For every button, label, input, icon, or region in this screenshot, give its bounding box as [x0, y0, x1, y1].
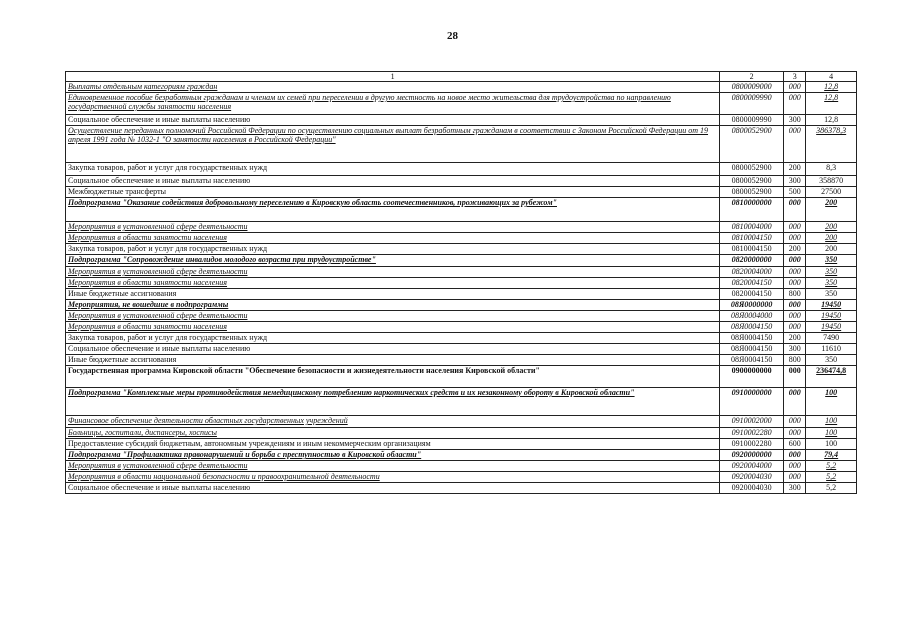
row-amount-cell: 350: [806, 289, 857, 300]
row-code-cell: 0800009000: [720, 82, 784, 93]
table-row: [66, 222, 857, 233]
row-expense-type-cell: 000: [784, 255, 806, 267]
row-expense-type-cell: 500: [784, 187, 806, 198]
row-expense-type-cell: 000: [784, 461, 806, 472]
row-expense-type-cell: 300: [784, 176, 806, 187]
row-amount-cell: 7490: [806, 333, 857, 344]
row-code-cell: 0910000000: [720, 388, 784, 416]
row-amount-cell: 19450: [806, 300, 857, 311]
row-code-cell: 08Я0004150: [720, 333, 784, 344]
table-row: [66, 311, 857, 322]
row-name-cell: Мероприятия в области занятости населения: [66, 233, 720, 244]
table-row: [66, 198, 857, 222]
table-row: [66, 267, 857, 278]
row-code-cell: 08Я0004000: [720, 311, 784, 322]
row-amount-cell: 350: [806, 278, 857, 289]
row-expense-type-cell: 000: [784, 198, 806, 222]
row-expense-type-cell: 000: [784, 267, 806, 278]
row-code-cell: 0910002280: [720, 428, 784, 439]
table-row: [66, 115, 857, 126]
row-amount-cell: 100: [806, 439, 857, 450]
row-expense-type-cell: 200: [784, 333, 806, 344]
row-code-cell: 0910002000: [720, 416, 784, 428]
row-code-cell: 0800009990: [720, 93, 784, 115]
row-expense-type-cell: 000: [784, 311, 806, 322]
row-expense-type-cell: 000: [784, 450, 806, 461]
header-col-3: 3: [784, 72, 806, 82]
table-row: [66, 450, 857, 461]
row-expense-type-cell: 800: [784, 355, 806, 366]
row-name-cell: Подпрограмма "Сопровождение инвалидов молодого возраста при трудоустройстве": [66, 255, 720, 267]
table-row: [66, 333, 857, 344]
row-amount-cell: 350: [806, 255, 857, 267]
row-name-cell: Мероприятия в установленной сфере деятельности: [66, 311, 720, 322]
row-name-cell: Мероприятия в области национальной безопасности и правоохранительной деятельности: [66, 472, 720, 483]
row-code-cell: 08Я0004150: [720, 344, 784, 355]
row-code-cell: 0820004150: [720, 278, 784, 289]
row-name-cell: Мероприятия в области занятости населения: [66, 322, 720, 333]
table-row: [66, 233, 857, 244]
row-amount-cell: 236474,8: [806, 366, 857, 388]
row-expense-type-cell: 000: [784, 416, 806, 428]
row-amount-cell: 27500: [806, 187, 857, 198]
row-code-cell: 0800009990: [720, 115, 784, 126]
table-row: [66, 472, 857, 483]
row-code-cell: 0800052900: [720, 126, 784, 163]
table-row: [66, 322, 857, 333]
row-expense-type-cell: 000: [784, 366, 806, 388]
row-code-cell: 0810004150: [720, 244, 784, 255]
row-name-cell: Подпрограмма "Профилактика правонарушений и борьба с преступностью в Кировской области": [66, 450, 720, 461]
row-expense-type-cell: 300: [784, 483, 806, 494]
table-row: [66, 300, 857, 311]
row-expense-type-cell: 000: [784, 233, 806, 244]
row-amount-cell: 100: [806, 416, 857, 428]
table-row: [66, 388, 857, 416]
row-amount-cell: 12,8: [806, 115, 857, 126]
row-code-cell: 08Я0004150: [720, 355, 784, 366]
table-row: [66, 278, 857, 289]
row-amount-cell: 350: [806, 355, 857, 366]
table-row: [66, 82, 857, 93]
row-code-cell: 0800052900: [720, 163, 784, 176]
row-expense-type-cell: 000: [784, 222, 806, 233]
row-code-cell: 0810004000: [720, 222, 784, 233]
row-name-cell: Осуществление переданных полномочий Российской Федерации по осуществлению социальных выплат безработным гражданам в соответствии с Законом Российской Федерации от 19 апреля 1991 года № 1032-1 "О занятости населения в Российской Федерации": [66, 126, 720, 163]
row-amount-cell: 79,4: [806, 450, 857, 461]
table-row: [66, 93, 857, 115]
row-name-cell: Социальное обеспечение и иные выплаты населению: [66, 344, 720, 355]
row-name-cell: Выплаты отдельным категориям граждан: [66, 82, 720, 93]
table-row: [66, 163, 857, 176]
row-name-cell: Мероприятия в установленной сфере деятельности: [66, 267, 720, 278]
row-amount-cell: 100: [806, 428, 857, 439]
row-code-cell: 08Я0000000: [720, 300, 784, 311]
row-expense-type-cell: 000: [784, 428, 806, 439]
row-code-cell: 0800052900: [720, 176, 784, 187]
row-name-cell: Социальное обеспечение и иные выплаты населению: [66, 176, 720, 187]
row-expense-type-cell: 200: [784, 163, 806, 176]
row-amount-cell: 200: [806, 198, 857, 222]
row-code-cell: 0810004150: [720, 233, 784, 244]
row-amount-cell: 5,2: [806, 483, 857, 494]
row-name-cell: Социальное обеспечение и иные выплаты населению: [66, 115, 720, 126]
row-amount-cell: 100: [806, 388, 857, 416]
header-row: [66, 72, 857, 82]
row-expense-type-cell: 300: [784, 115, 806, 126]
table-row: [66, 428, 857, 439]
row-amount-cell: 200: [806, 222, 857, 233]
table-row: [66, 187, 857, 198]
row-code-cell: 0920004030: [720, 483, 784, 494]
table-row: [66, 255, 857, 267]
row-code-cell: 08Я0004150: [720, 322, 784, 333]
table-row: [66, 244, 857, 255]
table-row: [66, 126, 857, 163]
row-amount-cell: 386378,3: [806, 126, 857, 163]
row-name-cell: Иные бюджетные ассигнования: [66, 355, 720, 366]
row-code-cell: 0820004150: [720, 289, 784, 300]
row-code-cell: 0920000000: [720, 450, 784, 461]
row-expense-type-cell: 800: [784, 289, 806, 300]
header-col-2: 2: [720, 72, 784, 82]
row-name-cell: Закупка товаров, работ и услуг для государственных нужд: [66, 163, 720, 176]
table-row: [66, 344, 857, 355]
row-amount-cell: 358870: [806, 176, 857, 187]
row-expense-type-cell: 000: [784, 300, 806, 311]
row-name-cell: Социальное обеспечение и иные выплаты населению: [66, 483, 720, 494]
row-amount-cell: 200: [806, 244, 857, 255]
row-name-cell: Закупка товаров, работ и услуг для государственных нужд: [66, 244, 720, 255]
row-amount-cell: 12,8: [806, 93, 857, 115]
row-expense-type-cell: 000: [784, 388, 806, 416]
row-name-cell: Подпрограмма "Комплексные меры противодействия немедицинскому потреблению наркотических средств и их незаконному обороту в Кировской области": [66, 388, 720, 416]
row-name-cell: Финансовое обеспечение деятельности областных государственных учреждений: [66, 416, 720, 428]
row-amount-cell: 19450: [806, 322, 857, 333]
row-expense-type-cell: 000: [784, 126, 806, 163]
row-expense-type-cell: 000: [784, 82, 806, 93]
row-name-cell: Подпрограмма "Оказание содействия добровольному переселению в Кировскую область соотечественников, проживающих за рубежом": [66, 198, 720, 222]
row-name-cell: Мероприятия, не вошедшие в подпрограммы: [66, 300, 720, 311]
table-row: [66, 355, 857, 366]
row-name-cell: Мероприятия в установленной сфере деятельности: [66, 222, 720, 233]
row-amount-cell: 8,3: [806, 163, 857, 176]
row-code-cell: 0900000000: [720, 366, 784, 388]
row-amount-cell: 200: [806, 233, 857, 244]
row-expense-type-cell: 300: [784, 344, 806, 355]
row-expense-type-cell: 000: [784, 93, 806, 115]
row-expense-type-cell: 000: [784, 322, 806, 333]
row-code-cell: 0810000000: [720, 198, 784, 222]
row-amount-cell: 11610: [806, 344, 857, 355]
table-row: [66, 176, 857, 187]
row-code-cell: 0820000000: [720, 255, 784, 267]
table-row: [66, 439, 857, 450]
row-name-cell: Мероприятия в установленной сфере деятельности: [66, 461, 720, 472]
row-code-cell: 0920004030: [720, 472, 784, 483]
row-expense-type-cell: 600: [784, 439, 806, 450]
row-expense-type-cell: 000: [784, 472, 806, 483]
row-name-cell: Единовременное пособие безработным гражданам и членам их семей при переселении в другую местность на новое место жительства для трудоустройства по направлению государственной службы занятости населения: [66, 93, 720, 115]
row-code-cell: 0920004000: [720, 461, 784, 472]
row-amount-cell: 350: [806, 267, 857, 278]
table-row: [66, 289, 857, 300]
row-name-cell: Предоставление субсидий бюджетным, автономным учреждениям и иным некоммерческим организациям: [66, 439, 720, 450]
header-col-1: 1: [66, 72, 720, 82]
table-row: [66, 461, 857, 472]
table-row: [66, 483, 857, 494]
row-code-cell: 0800052900: [720, 187, 784, 198]
header-col-4: 4: [806, 72, 857, 82]
row-expense-type-cell: 000: [784, 278, 806, 289]
row-expense-type-cell: 200: [784, 244, 806, 255]
row-name-cell: Государственная программа Кировской области "Обеспечение безопасности и жизнедеятельности населения Кировской области": [66, 366, 720, 388]
row-name-cell: Больницы, госпитали, диспансеры, хосписы: [66, 428, 720, 439]
row-amount-cell: 12,8: [806, 82, 857, 93]
row-amount-cell: 5,2: [806, 472, 857, 483]
page-number: 28: [447, 30, 458, 42]
row-name-cell: Закупка товаров, работ и услуг для государственных нужд: [66, 333, 720, 344]
table-body: [66, 82, 857, 494]
row-amount-cell: 5,2: [806, 461, 857, 472]
table-row: [66, 366, 857, 388]
row-name-cell: Мероприятия в области занятости населения: [66, 278, 720, 289]
row-name-cell: Иные бюджетные ассигнования: [66, 289, 720, 300]
row-name-cell: Межбюджетные трансферты: [66, 187, 720, 198]
table-row: [66, 416, 857, 428]
row-code-cell: 0910002280: [720, 439, 784, 450]
budget-table: [65, 71, 857, 494]
row-amount-cell: 19450: [806, 311, 857, 322]
row-code-cell: 0820004000: [720, 267, 784, 278]
